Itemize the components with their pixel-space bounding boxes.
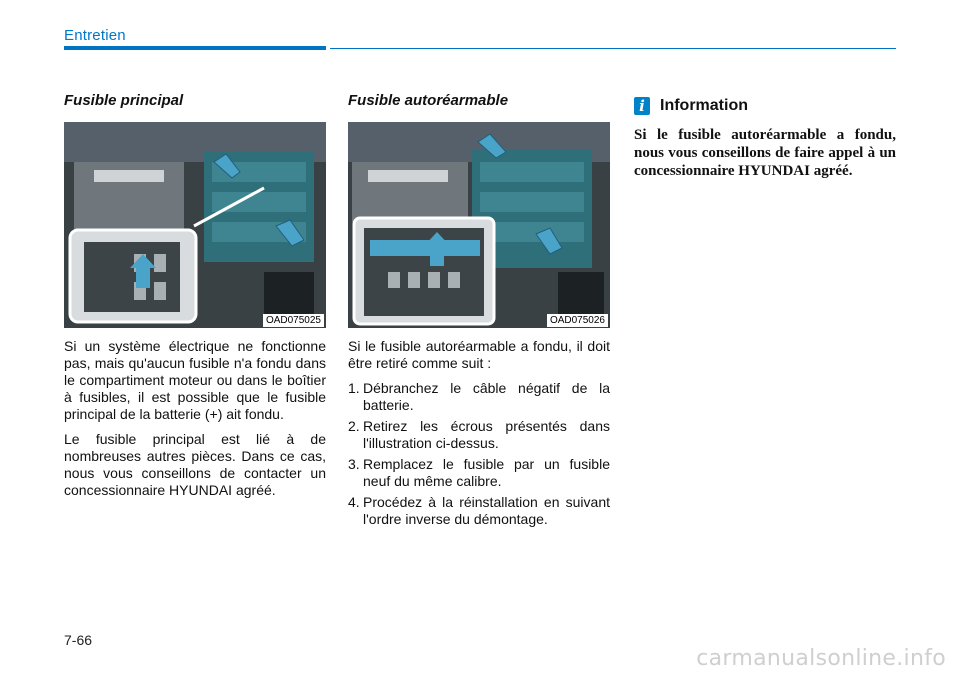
column-information bbox=[634, 92, 896, 180]
info-icon: i bbox=[634, 97, 650, 115]
figure-code: OAD075026 bbox=[547, 314, 608, 327]
list-item: 3. Remplacez le fusible par un fusible neuf du même calibre. bbox=[348, 456, 610, 489]
information-title: Information bbox=[660, 97, 748, 114]
list-item: 1. Débranchez le câble négatif de la batterie. bbox=[348, 380, 610, 413]
header-section-title: Entretien bbox=[64, 27, 126, 44]
section-title-self-reset-fuse: Fusible autoréarmable bbox=[348, 92, 509, 109]
self-reset-fuse-text bbox=[348, 338, 610, 528]
engine-bay-illustration bbox=[348, 122, 610, 328]
watermark: carmanualsonline.info bbox=[696, 646, 946, 671]
header-rule-thick bbox=[64, 46, 326, 50]
information-body: Si le fusible autoréarmable a fondu, nous vous conseillons de faire appel à un concessionnaire HYUNDAI agréé. bbox=[634, 127, 896, 179]
page-number: 7-66 bbox=[64, 632, 93, 648]
paragraph: Le fusible principal est lié à de nombreuses autres pièces. Dans ce cas, nous vous conseillons de contacter un concessionnaire HYUNDAI agréé. bbox=[64, 431, 326, 498]
figure-code: OAD075025 bbox=[263, 314, 324, 327]
header-rule-thin bbox=[330, 48, 896, 49]
steps-list bbox=[348, 380, 610, 528]
section-title-main-fuse: Fusible principal bbox=[64, 92, 184, 109]
information-header bbox=[634, 96, 896, 116]
column-self-reset-fuse bbox=[348, 92, 610, 532]
paragraph: Si un système électrique ne fonctionne pas, mais qu'aucun fusible n'a fondu dans le compartiment moteur ou dans le boîtier à fusibles, il est possible que le fusible principal de la batterie (+) ait fondu. bbox=[64, 338, 326, 422]
list-item: 4. Procédez à la réinstallation en suivant l'ordre inverse du démontage. bbox=[348, 494, 610, 527]
engine-bay-figure-2 bbox=[348, 122, 610, 328]
list-item: 2. Retirez les écrous présentés dans l'illustration ci-dessus. bbox=[348, 418, 610, 451]
main-fuse-text bbox=[64, 338, 326, 499]
engine-bay-figure-1 bbox=[64, 122, 326, 328]
column-main-fuse bbox=[64, 92, 326, 507]
intro-paragraph: Si le fusible autoréarmable a fondu, il doit être retiré comme suit : bbox=[348, 338, 610, 371]
engine-bay-illustration bbox=[64, 122, 326, 328]
